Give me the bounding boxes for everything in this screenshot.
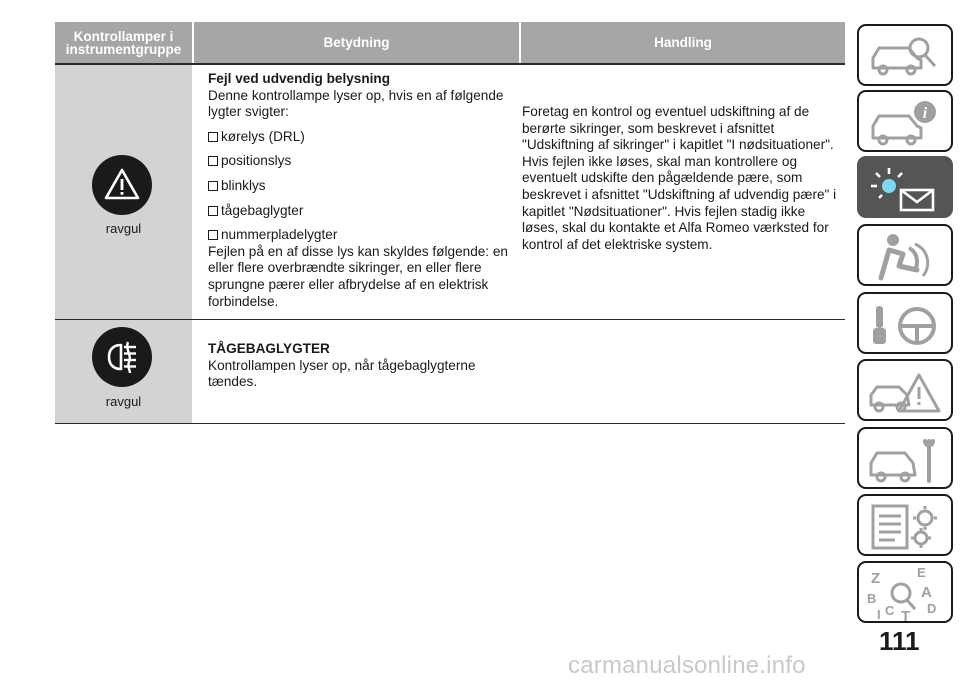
header-lamps-label: Kontrollamper i instrumentgruppe <box>65 28 182 57</box>
header-lamps <box>55 22 192 63</box>
list-item: positionslys <box>208 153 524 170</box>
checkbox-bullet-icon <box>208 181 218 191</box>
warning-light-message-icon <box>859 158 955 220</box>
tab-index[interactable] <box>857 561 953 623</box>
row2-description: Kontrollampen lyser op, når tågebaglygterne tændes. <box>208 357 476 390</box>
row1-title: Fejl ved udvendig belysning <box>208 71 391 86</box>
meaning-cell-row1 <box>208 71 524 310</box>
tab-warning-lights[interactable] <box>857 156 953 218</box>
index-letter: I <box>877 607 881 622</box>
lamp-color-label: ravgul <box>105 394 142 409</box>
car-search-icon <box>859 26 955 88</box>
data-settings-icon <box>859 496 955 558</box>
key-steering-wheel-icon <box>859 294 955 356</box>
row1-outro: Fejlen på en af disse lys kan skyldes følgende: en eller flere overbrændte sikringer, en eller flere sprungne pærer eller afbrydelse af en elektrisk forbindelse. <box>208 243 508 309</box>
row1-intro: Denne kontrollampe lyser op, hvis en af følgende lygter svigter: <box>208 87 504 120</box>
checkbox-bullet-icon <box>208 132 218 142</box>
header-action <box>521 22 845 63</box>
checkbox-bullet-icon <box>208 206 218 216</box>
alphabetical-index-icon <box>859 563 955 625</box>
lamp-cell-row2 <box>55 320 192 423</box>
tab-safety[interactable] <box>857 224 953 286</box>
lamp-color-label: ravgul <box>105 221 142 236</box>
header-meaning-label: Betydning <box>323 35 390 50</box>
row1-action: Foretag en kontrol og eventuel udskiftning af de berørte sikringer, som beskrevet i afsnittet "Udskiftning af sikringer" i kapitlet "I nødsituationer". Hvis fejlen ikke løses, skal man kontrollere og eventuelt udskifte den pågældende pære, som beskrevet i afsnittet "Udskiftning af udvendig pære" i kapitlet "Nødsituationer". Hvis fejlen stadig ikke løses, skal du kontakte et Alfa Romeo værksted for kontrol af det elektriske system. <box>522 104 837 252</box>
action-cell-row1 <box>522 104 845 253</box>
header-meaning <box>194 22 519 63</box>
airbag-seat-icon <box>859 226 955 288</box>
lamp-cell-row1 <box>55 65 192 319</box>
list-item: blinklys <box>208 178 524 195</box>
page-number: 111 <box>879 626 920 656</box>
list-item: tågebaglygter <box>208 203 524 220</box>
index-letter: Z <box>871 570 881 587</box>
index-letter: A <box>921 584 932 601</box>
rear-fog-light-icon <box>92 327 152 387</box>
tab-starting-driving[interactable] <box>857 292 953 354</box>
header-action-label: Handling <box>654 35 712 50</box>
tab-technical-data[interactable] <box>857 494 953 556</box>
tab-car-search[interactable] <box>857 24 953 86</box>
car-maintenance-icon <box>859 429 955 491</box>
warning-triangle-icon <box>92 155 152 215</box>
index-letter: E <box>917 565 926 580</box>
car-crash-warning-icon <box>859 361 955 423</box>
list-item: nummerpladelygter <box>208 227 524 244</box>
index-letter: T <box>901 608 911 625</box>
checkbox-bullet-icon <box>208 230 218 240</box>
index-letter: D <box>927 601 937 616</box>
table-bottom-divider <box>55 423 845 424</box>
list-item: kørelys (DRL) <box>208 129 524 146</box>
row2-title: TÅGEBAGLYGTER <box>208 341 330 356</box>
index-letter: C <box>885 603 895 618</box>
tab-maintenance[interactable] <box>857 427 953 489</box>
car-info-icon <box>859 92 955 154</box>
tab-car-info[interactable] <box>857 90 953 152</box>
meaning-cell-row2 <box>208 341 524 391</box>
svg-text:i: i <box>922 105 928 122</box>
tab-emergency[interactable] <box>857 359 953 421</box>
watermark: carmanualsonline.info <box>568 652 806 679</box>
index-letter: B <box>867 591 877 606</box>
checkbox-bullet-icon <box>208 156 218 166</box>
